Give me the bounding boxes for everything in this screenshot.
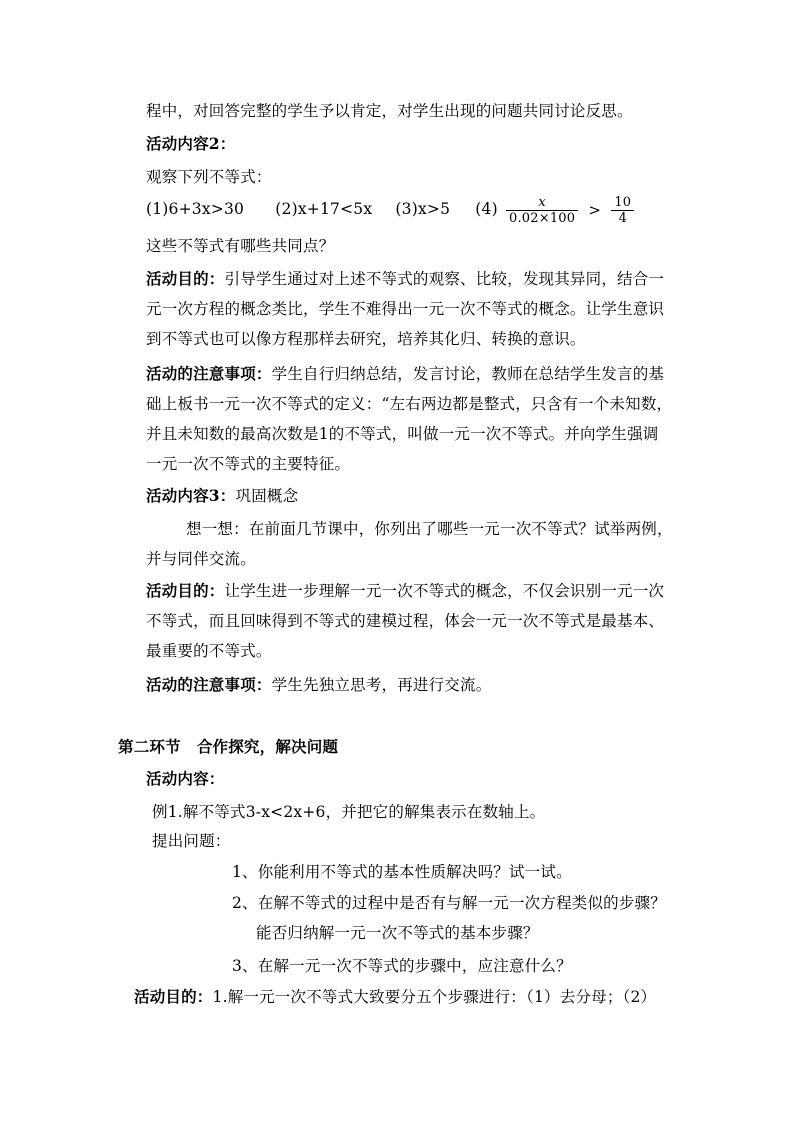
question-1: 1、你能利用不等式的基本性质解决吗？试一试。 — [232, 863, 572, 881]
paragraph-line: 到不等式也可以像方程那样去研究，培养其化归、转换的意识。 — [146, 330, 586, 348]
inequality-4-label: (4) — [475, 200, 498, 218]
paragraph-line: 不等式，而且回味得到不等式的建模过程，体会一元一次不等式是最基本、 — [146, 612, 665, 630]
paragraph-line: 并且未知数的最高次数是1的不等式，叫做一元一次不等式。并向学生强调 — [146, 425, 659, 443]
paragraph-line — [146, 674, 491, 696]
paragraph-line: 础上板书一元一次不等式的定义：“左右两边都是整式，只含有一个未知数， — [146, 395, 673, 413]
paragraph-line: 程中，对回答完整的学生予以肯定，对学生出现的问题共同讨论反思。 — [146, 102, 633, 120]
question-2: 2、在解不等式的过程中是否有与解一元一次方程类似的步骤？ — [232, 894, 666, 912]
stage-title: 合作探究，解决问题 — [196, 737, 339, 756]
section-heading-activity-3: 活动内容3： — [146, 486, 236, 505]
inequality-list — [146, 190, 637, 229]
label-activity-purpose: 活动目的： — [146, 269, 225, 288]
paragraph-text: 学生自行归纳总结，发言讨论，教师在总结学生发言的基 — [271, 365, 665, 383]
section-heading-activity-2: 活动内容2： — [146, 134, 236, 153]
question-3: 3、在解一元一次不等式的步骤中，应注意什么？ — [232, 957, 572, 975]
paragraph-line: 想一想：在前面几节课中，你列出了哪些一元一次不等式？试举两例， — [186, 520, 673, 538]
greater-than-sign: > — [588, 201, 602, 219]
fraction-numerator: 10 — [611, 195, 634, 211]
fraction-denominator: 4 — [618, 210, 628, 226]
fraction-denominator: 0.02×100 — [509, 210, 576, 226]
paragraph-text: 学生先独立思考，再进行交流。 — [271, 676, 492, 694]
label-activity-notes: 活动的注意事项： — [146, 364, 272, 383]
paragraph-text: 巩固概念 — [235, 487, 299, 505]
fraction-numerator: x — [506, 195, 578, 211]
fraction-ten-over-four — [611, 195, 634, 226]
inequality-2: (2)x+17<5x — [275, 200, 373, 218]
paragraph-line — [146, 580, 664, 602]
fraction-x-over-denominator — [506, 195, 578, 226]
paragraph-text: 引导学生通过对上述不等式的观察、比较，发现其异同，结合一 — [224, 270, 665, 288]
paragraph-line — [146, 485, 298, 507]
paragraph-line: 一元一次不等式的主要特征。 — [146, 455, 351, 473]
paragraph-line — [146, 268, 664, 290]
paragraph-line — [146, 363, 664, 385]
stage-label: 第二环节 — [118, 737, 181, 756]
section-heading-stage-2 — [118, 736, 338, 758]
example-line: 例1.解不等式3-x<2x+6，并把它的解集表示在数轴上。 — [152, 803, 546, 821]
section-heading-activity-content: 活动内容： — [146, 769, 225, 788]
question-2-continued: 能否归纳解一元一次不等式的基本步骤？ — [256, 924, 539, 942]
inequality-1: (1)6+3x>30 — [146, 200, 245, 218]
paragraph-line: 最重要的不等式。 — [146, 642, 272, 660]
paragraph-line: 这些不等式有哪些共同点？ — [146, 237, 335, 255]
paragraph-text: 1.解一元一次不等式大致要分五个步骤进行：（1）去分母；（2） — [212, 988, 657, 1006]
label-activity-notes: 活动的注意事项： — [146, 675, 272, 694]
paragraph-line: 提出问题： — [152, 832, 231, 850]
label-activity-purpose: 活动目的： — [146, 581, 225, 600]
paragraph-line: 观察下列不等式： — [146, 168, 272, 186]
paragraph-line: 元一次方程的概念类比，学生不难得出一元一次不等式的概念。让学生意识 — [146, 300, 665, 318]
paragraph-line — [134, 986, 656, 1008]
paragraph-line: 并与同伴交流。 — [146, 550, 256, 568]
label-activity-purpose: 活动目的： — [134, 987, 213, 1006]
paragraph-text: 让学生进一步理解一元一次不等式的概念，不仅会识别一元一次 — [224, 582, 665, 600]
inequality-3: (3)x>5 — [395, 200, 451, 218]
